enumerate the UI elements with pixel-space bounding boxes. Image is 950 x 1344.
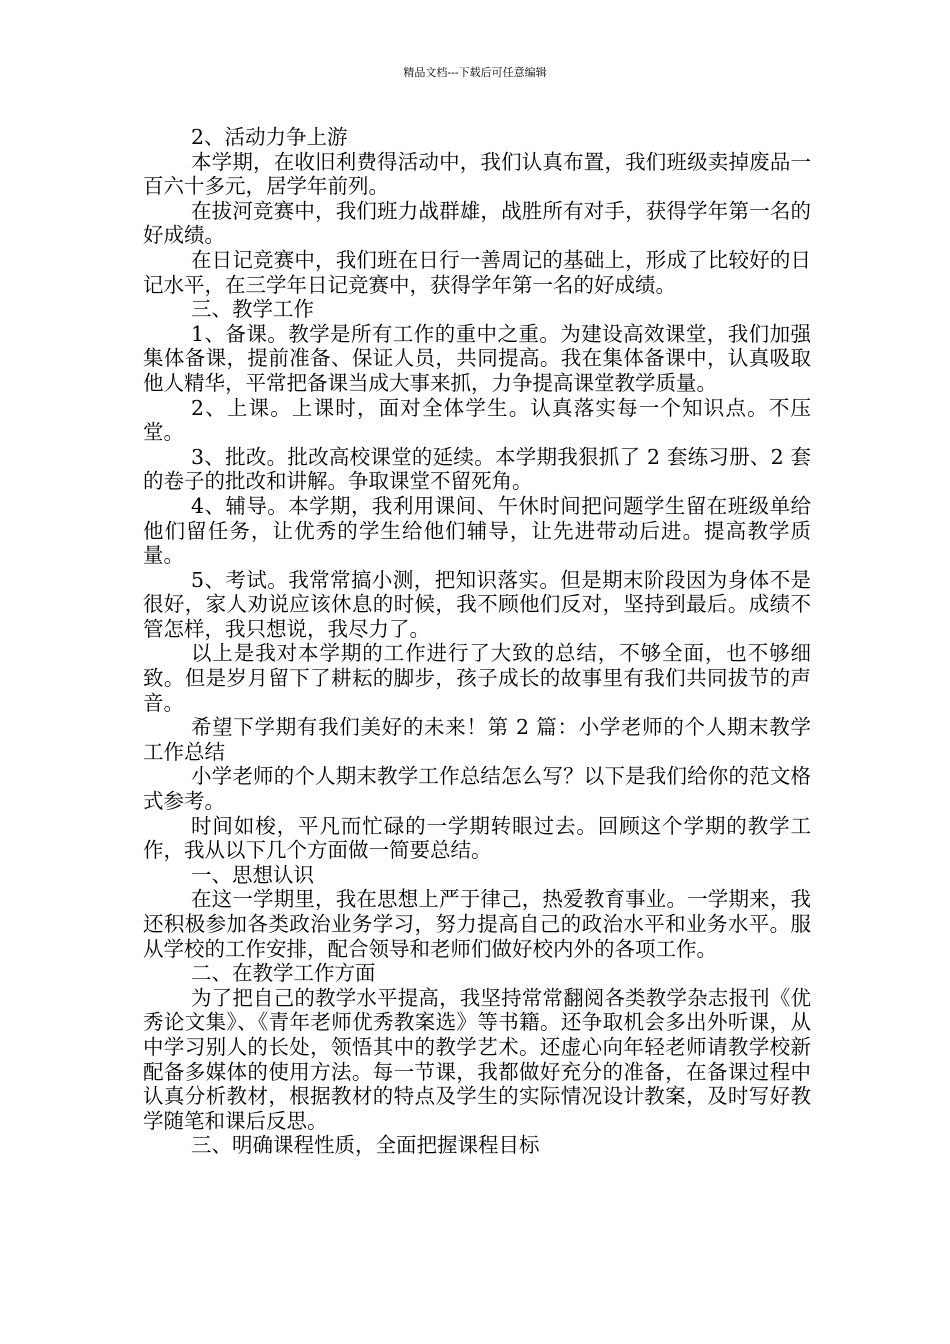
- paragraph: 时间如梭，平凡而忙碌的一学期转眼过去。回顾这个学期的教学工作，我从以下几个方面做一简要总结。: [143, 813, 811, 863]
- paragraph: 在拔河竞赛中，我们班力战群雄，战胜所有对手，获得学年第一名的好成绩。: [143, 198, 811, 248]
- paragraph: 3、批改。批改高校课堂的延续。本学期我狠抓了 2 套练习册、2 套的卷子的批改和讲解。争取课堂不留死角。: [143, 444, 811, 494]
- section-heading: 三、明确课程性质，全面把握课程目标: [191, 1133, 540, 1158]
- section-heading: 三、教学工作: [191, 297, 314, 322]
- page-header: 精品文档---下载后可任意编辑: [403, 66, 547, 79]
- paragraph: 2、活动力争上游: [191, 125, 348, 149]
- section-heading: 一、思想认识: [191, 862, 314, 887]
- document-body: [143, 125, 811, 1158]
- paragraph: 1、备课。教学是所有工作的重中之重。为建设高效课堂，我们加强集体备课，提前准备、保证人员，共同提高。我在集体备课中，认真吸取他人精华，平常把备课当成大事来抓，力争提高课堂教学质量。: [143, 321, 811, 395]
- paragraph: 小学老师的个人期末教学工作总结怎么写？以下是我们给你的范文格式参考。: [143, 764, 811, 814]
- paragraph: 本学期，在收旧利费得活动中，我们认真布置，我们班级卖掉废品一百六十多元，居学年前列。: [143, 149, 811, 199]
- section-heading: 二、在教学工作方面: [191, 961, 376, 986]
- paragraph: 2、上课。上课时，面对全体学生。认真落实每一个知识点。不压堂。: [143, 395, 811, 445]
- paragraph: 4、辅导。本学期，我利用课间、午休时间把问题学生留在班级单给他们留任务，让优秀的学生给他们辅导，让先进带动后进。提高教学质量。: [143, 493, 811, 568]
- paragraph: 在这一学期里，我在思想上严于律己，热爱教育事业。一学期来，我还积极参加各类政治业务学习，努力提高自己的政治水平和业务水平。服从学校的工作安排，配合领导和老师们做好校内外的各项工作。: [143, 887, 811, 961]
- paragraph: 在日记竞赛中，我们班在日行一善周记的基础上，形成了比较好的日记水平，在三学年日记竞赛中，获得学年第一名的好成绩。: [143, 247, 811, 297]
- paragraph: 以上是我对本学期的工作进行了大致的总结，不够全面，也不够细致。但是岁月留下了耕耘的脚步，孩子成长的故事里有我们共同拔节的声音。: [143, 641, 811, 715]
- paragraph: 5、考试。我常常搞小测，把知识落实。但是期末阶段因为身体不是很好，家人劝说应该休息的时候，我不顾他们反对，坚持到最后。成绩不管怎样，我只想说，我尽力了。: [143, 567, 811, 641]
- paragraph: 希望下学期有我们美好的未来！第 2 篇：小学老师的个人期末教学工作总结: [143, 715, 811, 764]
- paragraph: 为了把自己的教学水平提高，我坚持常常翻阅各类教学杂志报刊《优秀论文集》、《青年老师优秀教案选》等书籍。还争取机会多出外听课，从中学习别人的长处，领悟其中的教学艺术。还虚心向年轻老师请教学校新配备多媒体的使用方法。每一节课，我都做好充分的准备，在备课过程中认真分析教材，根据教材的特点及学生的实际情况设计教案，及时写好教学随笔和课后反思。: [143, 985, 811, 1133]
